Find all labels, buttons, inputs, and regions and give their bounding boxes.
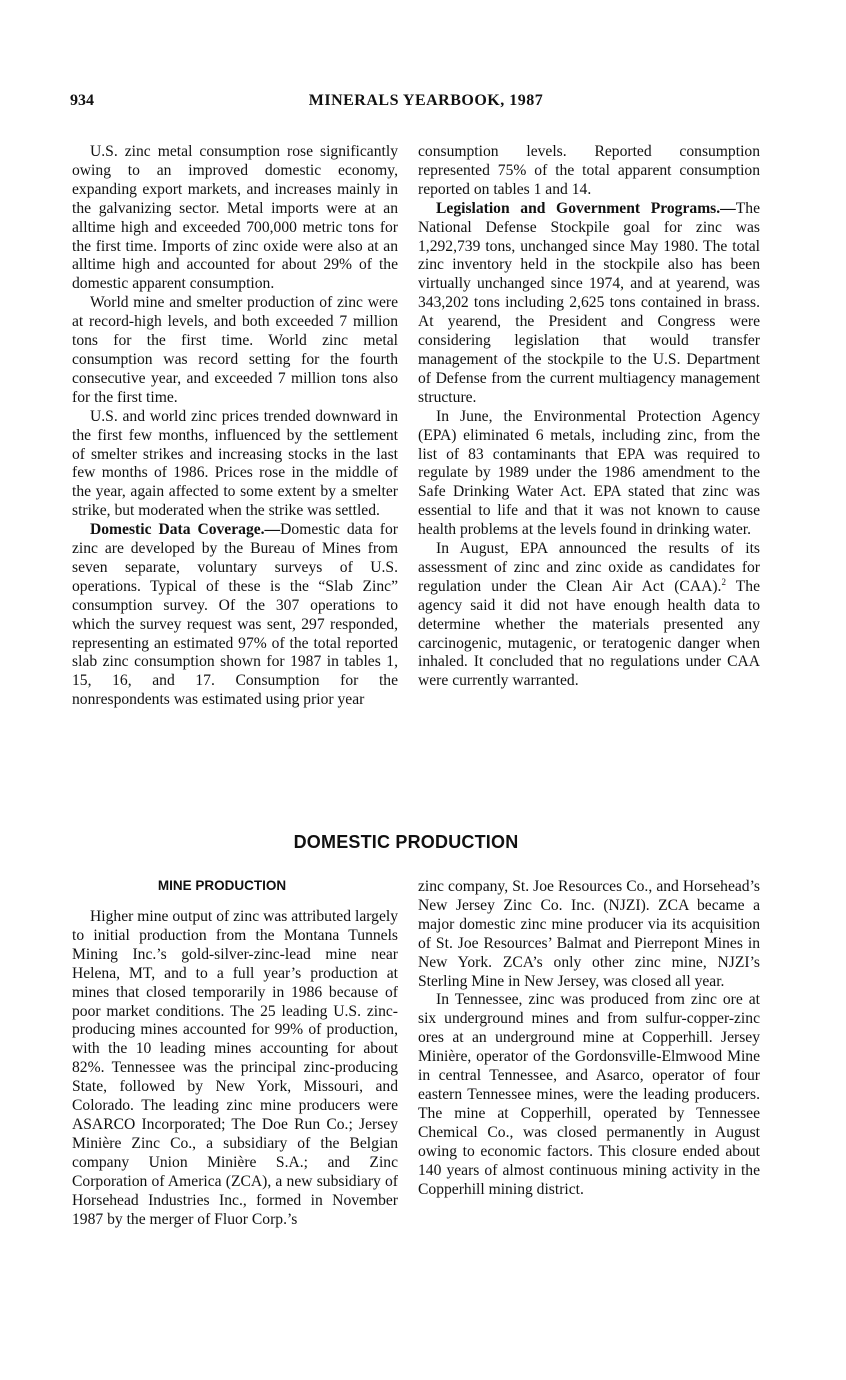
mine-column-right bbox=[418, 878, 760, 1199]
subsection-title: MINE PRODUCTION bbox=[157, 878, 287, 893]
epa-august-text-a: In August, EPA announced the results of its assessment of zinc and zinc oxide as candidates for regulation under the Clean Air Act (CAA). bbox=[418, 540, 760, 595]
epa-august-text-b: The agency said it did not have enough health data to determine whether the materials presented any carcinogenic, mutagenic, or teratogenic danger when inhaled. It concluded that no regulations under CAA were currently warranted. bbox=[418, 577, 760, 690]
data-coverage-heading: Domestic Data Coverage.— bbox=[90, 521, 281, 539]
legislation-heading: Legislation and Government Programs.— bbox=[436, 199, 736, 217]
mine-column-left bbox=[72, 908, 398, 1229]
intro-column-right bbox=[418, 143, 760, 691]
section-title: DOMESTIC PRODUCTION bbox=[293, 832, 519, 852]
data-coverage-text: Domestic data for zinc are developed by the Bureau of Mines from seven separate, voluntary surveys of U.S. operations. Typical of these is the “Slab Zinc” consumption survey. Of the 307 operations to which the survey request was sent, 297 responded, representing an estimated 97% of the total reported slab zinc consumption shown for 1987 in tables 1, 15, 16, and 17. Consumption for the nonrespondents was estimated using prior year bbox=[72, 521, 398, 709]
intro-paragraph-1: U.S. zinc metal consumption rose significantly owing to an improved domestic economy, expanding export markets, and increases mainly in the galvanizing sector. Metal imports were at an alltime high and exceeded 700,000 metric tons for the first time. Imports of zinc oxide were also at an alltime high and accounted for about 29% of the domestic apparent consumption. bbox=[72, 143, 398, 293]
intro-paragraph-3: U.S. and world zinc prices trended downward in the first few months, influenced by the settlement of smelter strikes and increasing stocks in the last few months of 1986. Prices rose in the middle of the year, again affected to some extent by a smelter strike, but moderated when the strike was settled. bbox=[72, 407, 398, 520]
page-number: 934 bbox=[70, 92, 94, 109]
mine-paragraph-2: In Tennessee, zinc was produced from zinc ore at six underground mines and from sulfur-copper-zinc ores at an underground mine at Copperhill. Jersey Minière, operator of the Gordonsville-Elmwood Mine in central Tennessee, and Asarco, operator of four eastern Tennessee mines, were the leading producers. The mine at Copperhill, operated by Tennessee Chemical Co., was closed permanently in August owing to economic factors. This closure ended about 140 years of almost continuous mining activity in the Copperhill mining district. bbox=[418, 991, 760, 1198]
intro-column-left bbox=[72, 143, 398, 710]
footnote-marker: 2 bbox=[721, 576, 726, 587]
intro-paragraph-2: World mine and smelter production of zinc were at record-high levels, and both exceeded 7 million tons for the first time. World zinc metal consumption was record setting for the fourth consecutive year, and exceeded 7 million tons also for the first time. bbox=[72, 294, 398, 406]
epa-august-paragraph bbox=[418, 540, 760, 691]
epa-june-paragraph: In June, the Environmental Protection Agency (EPA) eliminated 6 metals, including zinc, from the list of 83 contaminants that EPA was required to regulate by 1989 under the 1986 amendment to the Safe Drinking Water Act. EPA stated that zinc was essential to life and that it was not known to cause health problems at the levels found in drinking water. bbox=[418, 407, 760, 539]
data-coverage-continued: consumption levels. Reported consumption represented 75% of the total apparent consumption reported on tables 1 and 14. bbox=[418, 143, 760, 198]
page-header bbox=[70, 92, 782, 116]
running-title: MINERALS YEARBOOK, 1987 bbox=[308, 92, 544, 109]
legislation-text: The National Defense Stockpile goal for zinc was 1,292,739 tons, unchanged since May 1980. The total zinc inventory held in the stockpile also has been virtually unchanged since 1974, and at yearend, was 343,202 tons including 2,625 tons contained in brass. At yearend, the President and Congress were considering legislation that would transfer management of the stockpile to the U.S. Department of Defense from the current multiagency management structure. bbox=[418, 199, 760, 406]
mine-paragraph-1-continued: zinc company, St. Joe Resources Co., and Horsehead’s New Jersey Zinc Co. Inc. (NJZI). ZCA became a major domestic zinc mine producer via its acquisition of St. Joe Resources’ Balmat and Pierrepont Mines in New York. ZCA’s only other zinc mine, NJZI’s Sterling Mine in New Jersey, was closed all year. bbox=[418, 878, 760, 990]
legislation-paragraph bbox=[418, 200, 760, 408]
data-coverage-paragraph bbox=[72, 521, 398, 710]
mine-paragraph-1: Higher mine output of zinc was attributed largely to initial production from the Montana Tunnels Mining Inc.’s gold-silver-zinc-lead mine near Helena, MT, and to a full year’s production at mines that closed temporarily in 1986 because of poor market conditions. The 25 leading U.S. zinc-producing mines accounted for 99% of production, with the 10 leading mines accounting for about 82%. Tennessee was the principal zinc-producing State, followed by New York, Missouri, and Colorado. The leading zinc mine producers were ASARCO Incorporated; The Doe Run Co.; Jersey Minière Zinc Co., a subsidiary of the Belgian company Union Minière S.A.; and Zinc Corporation of America (ZCA), a new subsidiary of Horsehead Industries Inc., formed in November 1987 by the merger of Fluor Corp.’s bbox=[72, 908, 398, 1228]
